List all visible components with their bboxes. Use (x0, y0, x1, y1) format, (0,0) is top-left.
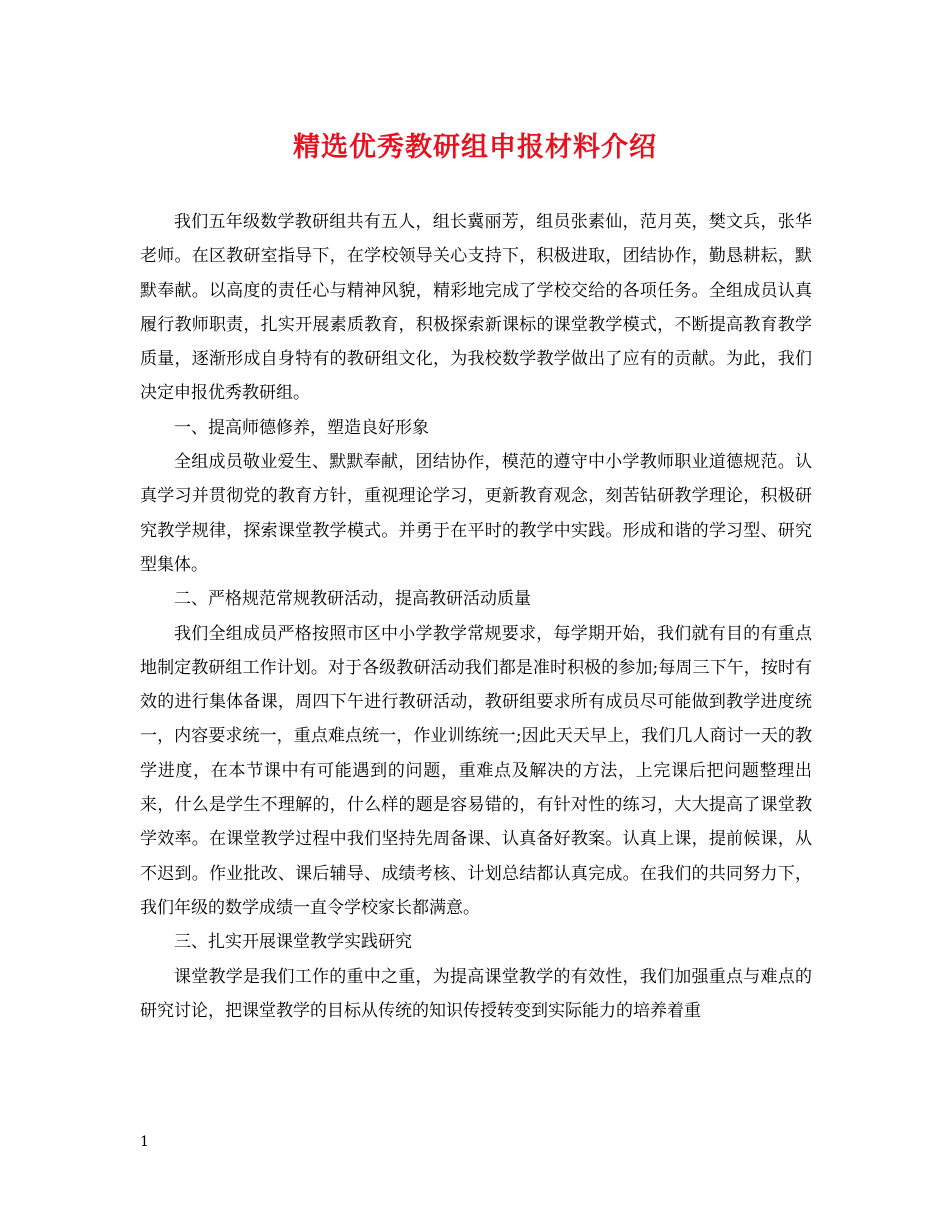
section-1-paragraph: 全组成员敬业爱生、默默奉献，团结协作，模范的遵守中小学教师职业道德规范。认真学习并贯彻党的教育方针，重视理论学习，更新教育观念，刻苦钻研教学理论，积极研究教学规律，探索课堂教学模式。并勇于在平时的教学中实践。形成和谐的学习型、研究型集体。 (140, 452, 812, 575)
document-body (140, 205, 812, 1028)
page-number: 1 (140, 1134, 149, 1150)
intro-paragraph: 我们五年级数学教研组共有五人，组长冀丽芳，组员张素仙，范月英，樊文兵，张华老师。在区教研室指导下，在学校领导关心支持下，积极进取，团结协作，勤恳耕耘，默默奉献。以高度的责任心与精神风貌，精彩地完成了学校交给的各项任务。全组成员认真履行教师职责，扎实开展素质教育，积极探索新课标的课堂教学模式，不断提高教育教学质量，逐渐形成自身特有的教研组文化，为我校数学教学做出了应有的贡献。为此，我们决定申报优秀教研组。 (140, 212, 812, 404)
section-heading-2: 二、严格规范常规教研活动，提高教研活动质量 (174, 589, 531, 610)
section-heading-1: 一、提高师德修养，塑造良好形象 (174, 417, 429, 438)
section-heading-3: 三、扎实开展课堂教学实践研究 (174, 932, 412, 953)
section-2-paragraph: 我们全组成员严格按照市区中小学教学常规要求，每学期开始，我们就有目的有重点地制定教研组工作计划。对于各级教研活动我们都是准时积极的参加;每周三下午，按时有效的进行集体备课，周四下午进行教研活动，教研组要求所有成员尽可能做到教学进度统一，内容要求统一，重点难点统一，作业训练统一;因此天天早上，我们几人商讨一天的教学进度，在本节课中有可能遇到的问题，重难点及解决的方法，上完课后把问题整理出来，什么是学生不理解的，什么样的题是容易错的，有针对性的练习，大大提高了课堂教学效率。在课堂教学过程中我们坚持先周备课、认真备好教案。认真上课，提前候课，从不迟到。作业批改、课后辅导、成绩考核、计划总结都认真完成。在我们的共同努力下，我们年级的数学成绩一直令学校家长都满意。 (140, 623, 812, 918)
document-title: 精选优秀教研组申报材料介绍 (293, 132, 657, 163)
section-3-paragraph: 课堂教学是我们工作的重中之重，为提高课堂教学的有效性，我们加强重点与难点的研究讨论，把课堂教学的目标从传统的知识传授转变到实际能力的培养着重 (140, 966, 812, 1021)
